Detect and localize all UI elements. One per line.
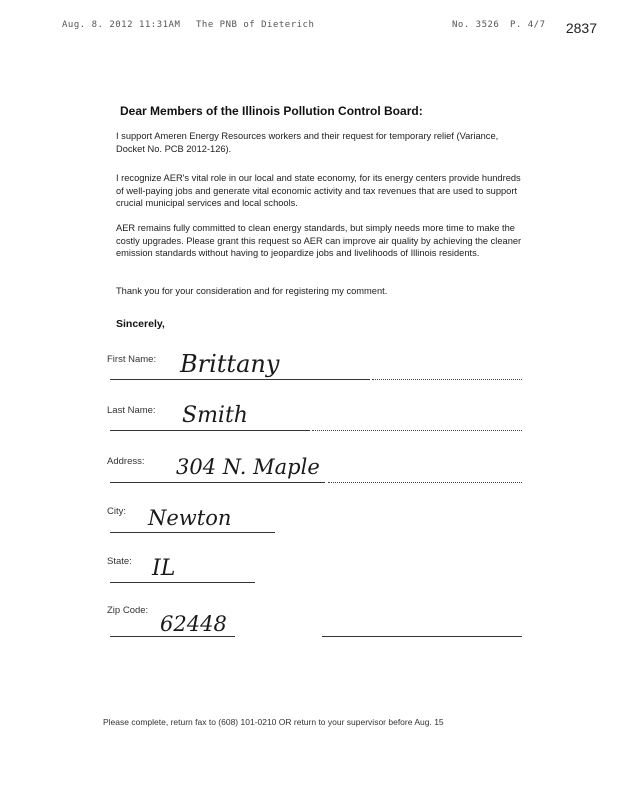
first-name-dotted-line	[372, 379, 522, 380]
zip-field[interactable]: 62448	[160, 612, 227, 636]
paragraph-commitment: AER remains fully committed to clean energy standards, but simply needs more time to make the costly upgrades. Please grant this request so AER can improve air quality by achieving the cleaner emission standards without having to jeopardize jobs and livelihoods of Illinois residents.	[116, 223, 522, 258]
state-field[interactable]: IL	[152, 556, 176, 581]
city-underline	[110, 532, 275, 533]
fax-date-time: Aug. 8. 2012 11:31AM	[62, 20, 181, 30]
city-label: City:	[107, 506, 126, 517]
fax-sender: The PNB of Dieterich	[196, 20, 315, 30]
address-label: Address:	[107, 456, 145, 467]
first-name-field[interactable]: Brittany	[180, 350, 280, 378]
address-field[interactable]: 304 N. Maple	[176, 455, 320, 479]
zip-label: Zip Code:	[107, 605, 149, 616]
paragraph-support: I support Ameren Energy Resources workers and their request for temporary relief (Variance, Docket No. PCB 2012-126).	[116, 131, 499, 154]
fax-page: P. 4/7	[510, 20, 546, 30]
closing: Sincerely,	[116, 318, 165, 330]
page-number: 2837	[565, 20, 597, 36]
state-label: State:	[107, 556, 132, 567]
first-name-label: First Name:	[107, 354, 157, 365]
footer-instructions: Please complete, return fax to (608) 101-0210 OR return to your supervisor before Aug. 15	[103, 717, 444, 727]
letter-heading: Dear Members of the Illinois Pollution Control Board:	[120, 104, 423, 118]
state-underline	[110, 582, 255, 583]
paragraph-thanks: Thank you for your consideration and for registering my comment.	[116, 286, 388, 296]
last-name-field[interactable]: Smith	[182, 403, 248, 428]
address-underline	[110, 482, 325, 483]
city-field[interactable]: Newton	[148, 506, 232, 530]
last-name-label: Last Name:	[107, 405, 156, 416]
paragraph-economy: I recognize AER's vital role in our local and state economy, for its energy centers provide hundreds of well-paying jobs and generate vital economic activity and tax revenues that are used to support crucial municipal services and local schools.	[116, 173, 521, 208]
last-name-dotted-line	[312, 430, 522, 431]
address-dotted-line	[328, 482, 522, 483]
zip-underline	[110, 636, 235, 637]
first-name-underline	[110, 379, 370, 380]
last-name-underline	[110, 430, 310, 431]
zip-extra-line	[322, 636, 522, 637]
fax-number: No. 3526	[452, 20, 500, 30]
